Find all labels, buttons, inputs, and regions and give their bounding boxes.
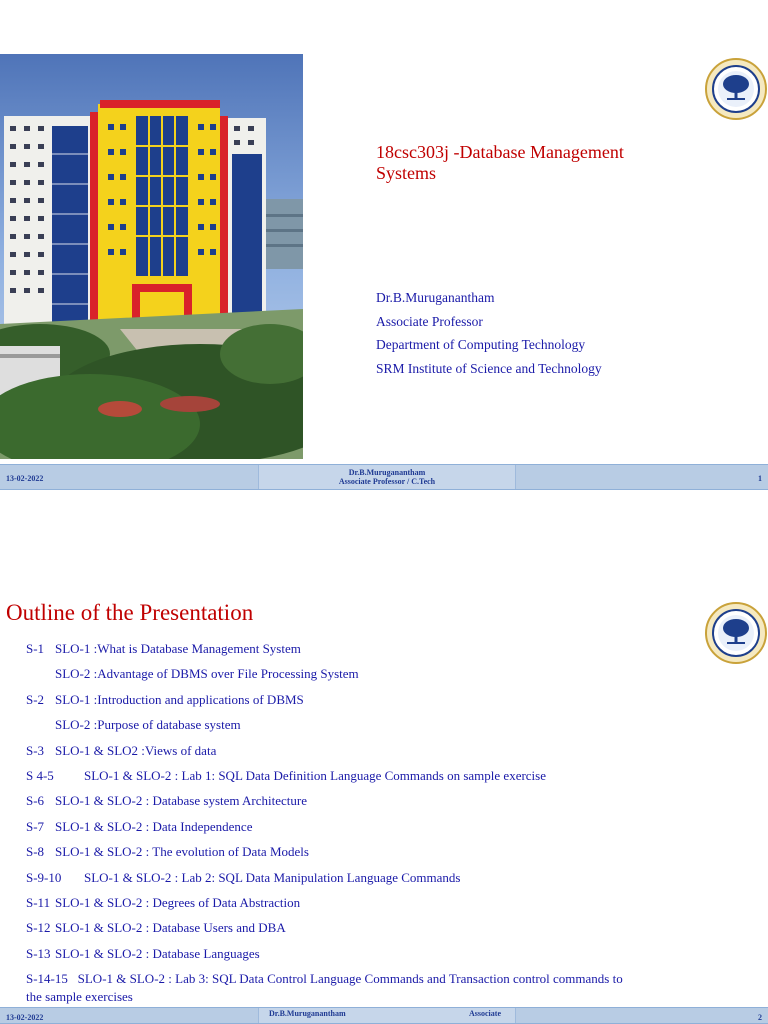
footer-presenter-name: Dr.B.Muruganantham (348, 468, 426, 477)
footer-presenter-role: Associate (469, 1009, 501, 1018)
slide-title: 18csc303j -Database Management Systems (376, 142, 624, 183)
slide-footer (0, 1007, 768, 1024)
session-topic: SLO-1 & SLO-2 : Data Independence (55, 818, 253, 834)
session-topic: SLO-2 :Purpose of database system (55, 717, 241, 733)
slide-2 (0, 578, 768, 1024)
outline-title: Outline of the Presentation (6, 600, 254, 625)
session-topic: SLO-1 & SLO-2 : Database Languages (55, 945, 260, 961)
session-code: S-11 (26, 894, 51, 910)
session-code: S 4-5 (26, 767, 54, 783)
author-department: Department of Computing Technology (376, 337, 586, 352)
session-topic: SLO-1 :Introduction and applications of DBMS (55, 691, 304, 707)
session-topic: SLO-2 :Advantage of DBMS over File Processing System (55, 666, 359, 682)
outline-item (26, 767, 686, 792)
session-topic: SLO-1 & SLO2 :Views of data (55, 742, 217, 758)
outline-item (26, 691, 686, 716)
srm-university-seal-icon (705, 602, 767, 664)
slide-footer (0, 464, 768, 490)
footer-presenter-name: Dr.B.Muruganantham (269, 1009, 346, 1018)
footer-presenter-role: Associate Professor / C.Tech (338, 477, 436, 486)
author-designation: Associate Professor (376, 313, 483, 329)
outline-item (26, 640, 686, 665)
footer-date: 13-02-2022 (6, 474, 44, 483)
author-info (376, 286, 602, 380)
outline-item (26, 945, 686, 970)
outline-item (26, 894, 686, 919)
session-code: S-8 (26, 844, 45, 860)
footer-date: 13-02-2022 (6, 1013, 44, 1022)
session-topic: SLO-1 & SLO-2 : Lab 3: SQL Data Control Language Commands and Transaction control commands to the sample exercises (26, 971, 623, 1005)
session-code: S-6 (26, 793, 45, 809)
outline-item (26, 742, 686, 767)
outline-item (26, 665, 686, 690)
footer-presenter (258, 465, 516, 489)
campus-building-photo (0, 54, 303, 459)
session-code: S-2 (26, 691, 45, 707)
outline-item (26, 716, 686, 741)
session-topic-wrapped (26, 970, 636, 1006)
session-code: S-9-10 (26, 869, 62, 885)
footer-page-number: 1 (758, 474, 762, 483)
session-code: S-7 (26, 818, 45, 834)
outline-item (26, 792, 686, 817)
slide-1 (0, 54, 768, 490)
session-code: S-12 (26, 920, 51, 936)
srm-university-seal-icon (705, 58, 767, 120)
session-topic: SLO-1 & SLO-2 : The evolution of Data Models (55, 844, 309, 860)
outline-item (26, 818, 686, 843)
session-topic: SLO-1 :What is Database Management System (55, 641, 301, 656)
footer-presenter (258, 1008, 516, 1023)
author-name: Dr.B.Muruganantham (376, 290, 495, 305)
session-topic: SLO-1 & SLO-2 : Lab 2: SQL Data Manipulation Language Commands (84, 869, 461, 885)
session-code: S-3 (26, 742, 45, 758)
session-code: S-1 (26, 641, 45, 656)
outline-item (26, 869, 686, 894)
outline-list (26, 640, 686, 1006)
session-topic: SLO-1 & SLO-2 : Database system Architecture (55, 793, 307, 809)
outline-item (26, 919, 686, 944)
author-institute: SRM Institute of Science and Technology (376, 360, 602, 376)
session-topic: SLO-1 & SLO-2 : Lab 1: SQL Data Definition Language Commands on sample exercise (84, 767, 547, 783)
session-topic: SLO-1 & SLO-2 : Degrees of Data Abstraction (55, 894, 301, 910)
footer-page-number: 2 (758, 1013, 762, 1022)
session-code: S-13 (26, 945, 51, 961)
outline-item (26, 970, 686, 1006)
session-code: S-14-15 (26, 971, 68, 987)
outline-item (26, 843, 686, 868)
session-topic: SLO-1 & SLO-2 : Database Users and DBA (55, 920, 286, 936)
